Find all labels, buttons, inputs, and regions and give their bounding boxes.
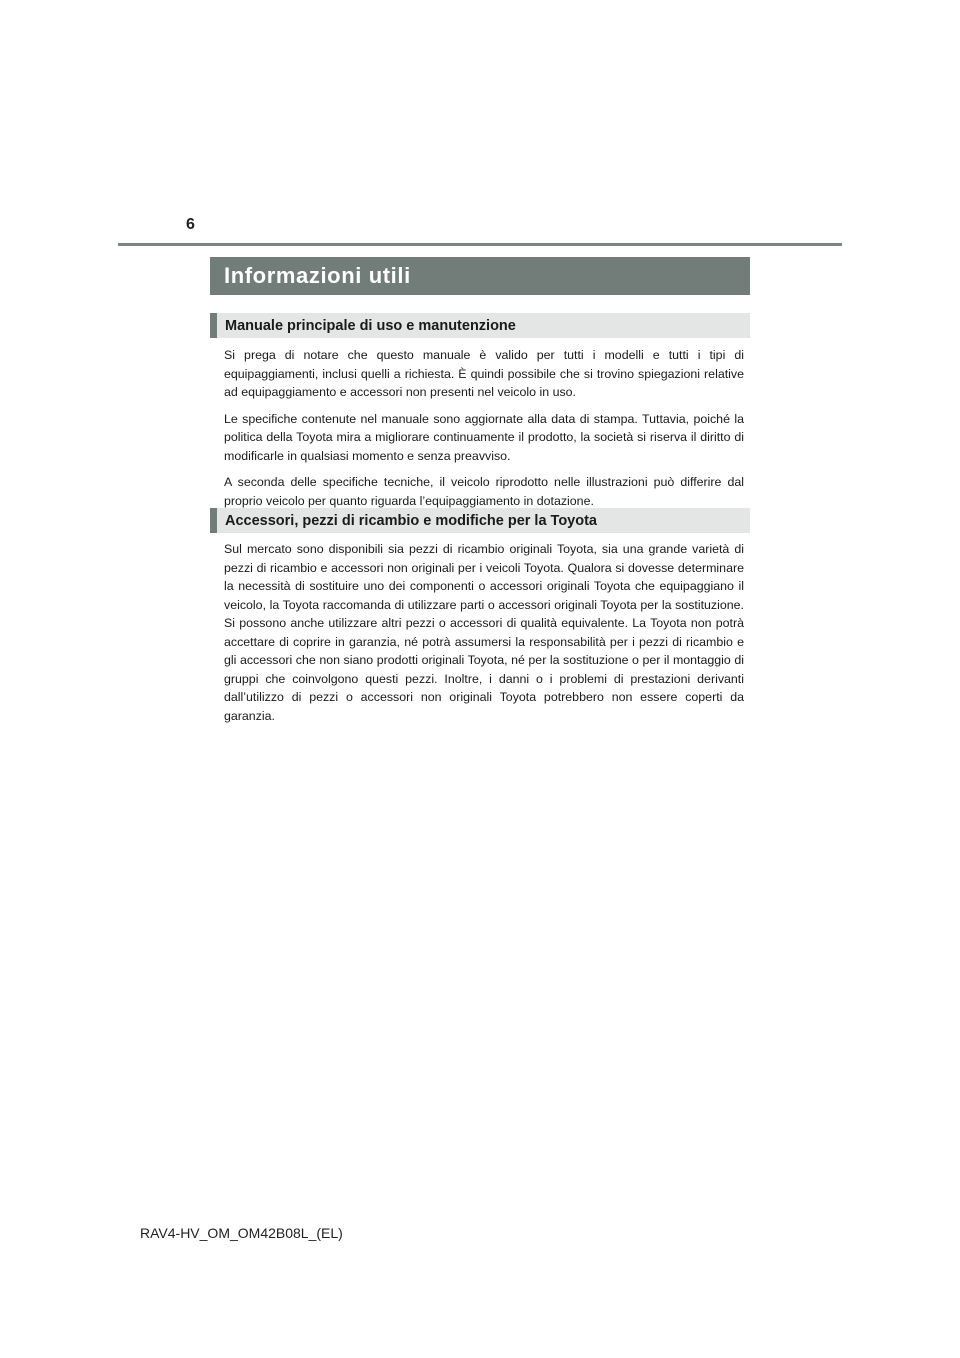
section-body-manual <box>224 346 744 518</box>
header-divider <box>118 243 842 246</box>
section-accent-marker <box>210 313 217 338</box>
section-title: Accessori, pezzi di ricambio e modifiche per la Toyota <box>225 512 598 529</box>
section-header-manual <box>210 313 750 338</box>
section-title: Manuale principale di uso e manutenzione <box>225 317 516 334</box>
chapter-header-bar <box>210 257 750 295</box>
body-paragraph: Sul mercato sono disponibili sia pezzi di ricambio originali Toyota, sia una grande varietà di pezzi di ricambio e accessori non originali per i veicoli Toyota. Qualora si dovesse determinare la necessità di sostituire uno dei componenti o accessori originali Toyota che equipaggiano il veicolo, la Toyota raccomanda di utilizzare parti o accessori originali Toyota per la sostituzione. Si possono anche utilizzare altri pezzi o accessori di qualità equivalente. La Toyota non potrà accettare di coprire in garanzia, né potrà assumersi la responsabilità per i pezzi di ricambio e gli accessori che non siano prodotti originali Toyota, né per la sostituzione o per il montaggio di gruppi che coinvolgono questi pezzi. Inoltre, i danni o i problemi di prestazioni derivanti dall’utilizzo di pezzi o accessori non originali Toyota potrebbero non essere coperti da garanzia. <box>224 542 744 723</box>
body-paragraph: Le specifiche contenute nel manuale sono aggiornate alla data di stampa. Tuttavia, poiché la politica della Toyota mira a migliorare continuamente il prodotto, la società si riserva il diritto di modificarle in qualsiasi momento e senza preavviso. <box>224 411 744 463</box>
section-accent-marker <box>210 508 217 533</box>
section-body-accessories <box>224 540 744 733</box>
chapter-title: Informazioni utili <box>224 263 411 288</box>
document-code: RAV4-HV_OM_OM42B08L_(EL) <box>140 1225 343 1241</box>
body-paragraph: Si prega di notare che questo manuale è valido per tutti i modelli e tutti i tipi di equipaggiamenti, inclusi quelli a richiesta. È quindi possibile che si trovino spiegazioni relative ad equipaggiamento e accessori non presenti nel veicolo in uso. <box>224 348 744 399</box>
section-header-accessories <box>210 508 750 533</box>
page-number: 6 <box>186 216 195 233</box>
body-paragraph: A seconda delle specifiche tecniche, il veicolo riprodotto nelle illustrazioni può differire dal proprio veicolo per quanto riguarda l’equipaggiamento in dotazione. <box>224 475 744 508</box>
